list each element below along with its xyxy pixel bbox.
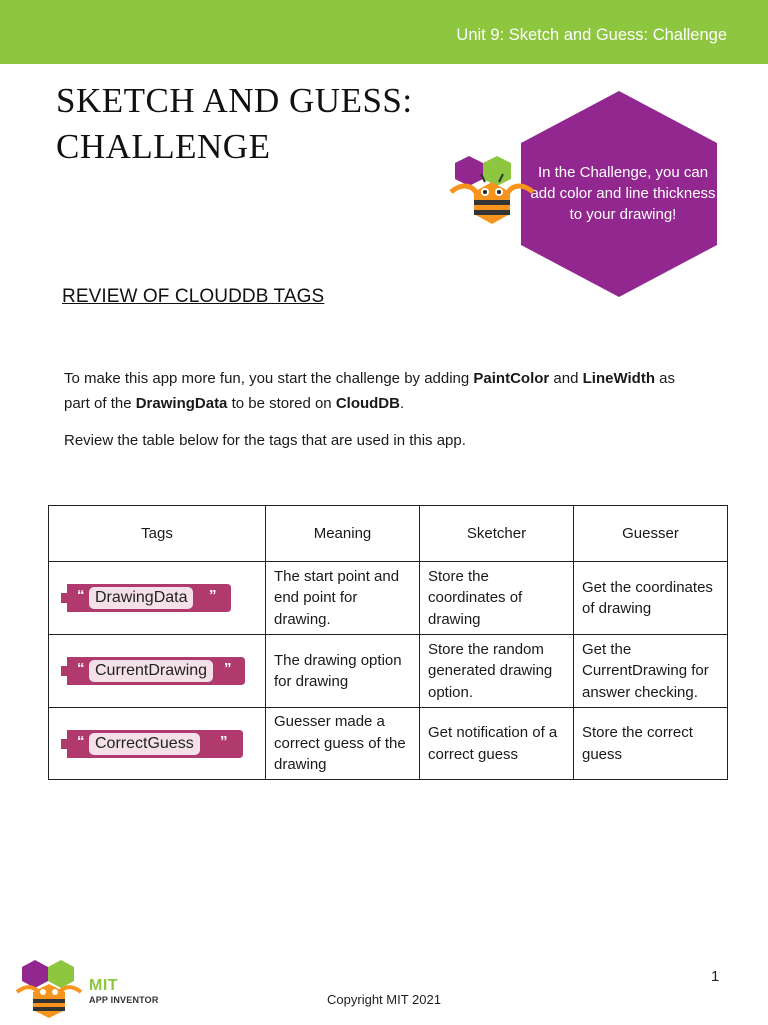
section-heading: REVIEW OF CLOUDDB TAGS <box>62 286 325 307</box>
table-header-cell: Sketcher <box>420 506 574 562</box>
close-quote: ” <box>220 732 228 750</box>
open-quote: “ <box>77 660 85 677</box>
table-intro-paragraph: Review the table below for the tags that are used in this app. <box>64 432 466 449</box>
guesser-cell: Get the CurrentDrawing for answer checking. <box>574 635 728 708</box>
tag-cell <box>49 708 266 780</box>
table-row <box>49 562 728 635</box>
tags-table <box>48 505 728 780</box>
page-title-line-1: SKETCH AND GUESS: <box>56 81 413 120</box>
guesser-cell: Get the coordinates of drawing <box>574 562 728 635</box>
copyright: Copyright MIT 2021 <box>327 992 441 1007</box>
close-quote: ” <box>209 587 217 604</box>
meaning-cell: Guesser made a correct guess of the drawing <box>266 708 420 780</box>
page-number: 1 <box>711 968 720 985</box>
page-title-line-2: CHALLENGE <box>56 127 271 166</box>
tag-label: DrawingData <box>89 587 193 609</box>
tag-label: CorrectGuess <box>89 733 200 755</box>
bee-mascot-icon <box>447 152 537 230</box>
sketcher-cell: Store the random generated drawing option. <box>420 635 574 708</box>
callout-text: In the Challenge, you can add color and line thickness to your drawing! <box>530 164 716 223</box>
tag-label: CurrentDrawing <box>89 660 213 682</box>
table-row <box>49 635 728 708</box>
logo-app-inventor-text: APP INVENTOR <box>89 995 159 1005</box>
logo-mit-text: MIT <box>89 977 119 994</box>
open-quote: “ <box>77 587 85 604</box>
unit-title: Unit 9: Sketch and Guess: Challenge <box>456 26 727 44</box>
text-block-drawingdata <box>57 581 257 615</box>
table-header-cell: Tags <box>49 506 266 562</box>
close-quote: ” <box>224 660 232 677</box>
challenge-callout <box>519 91 719 297</box>
table-row <box>49 708 728 780</box>
bee-logo-icon <box>15 958 90 1020</box>
meaning-cell: The start point and end point for drawing. <box>266 562 420 635</box>
table-header-row <box>49 506 728 562</box>
intro-paragraph: To make this app more fun, you start the challenge by adding PaintColor and LineWidth as part of the DrawingData to be stored on CloudDB. <box>64 370 676 412</box>
text-block-correctguess <box>57 727 257 761</box>
open-quote: “ <box>77 732 85 750</box>
table-header-cell: Meaning <box>266 506 420 562</box>
tag-cell <box>49 635 266 708</box>
sketcher-cell: Get notification of a correct guess <box>420 708 574 780</box>
meaning-cell: The drawing option for drawing <box>266 635 420 708</box>
page-title <box>56 78 476 170</box>
guesser-cell: Store the correct guess <box>574 708 728 780</box>
tag-cell <box>49 562 266 635</box>
table-header-cell: Guesser <box>574 506 728 562</box>
header-bar <box>0 0 768 64</box>
sketcher-cell: Store the coordinates of drawing <box>420 562 574 635</box>
text-block-currentdrawing <box>57 654 257 688</box>
